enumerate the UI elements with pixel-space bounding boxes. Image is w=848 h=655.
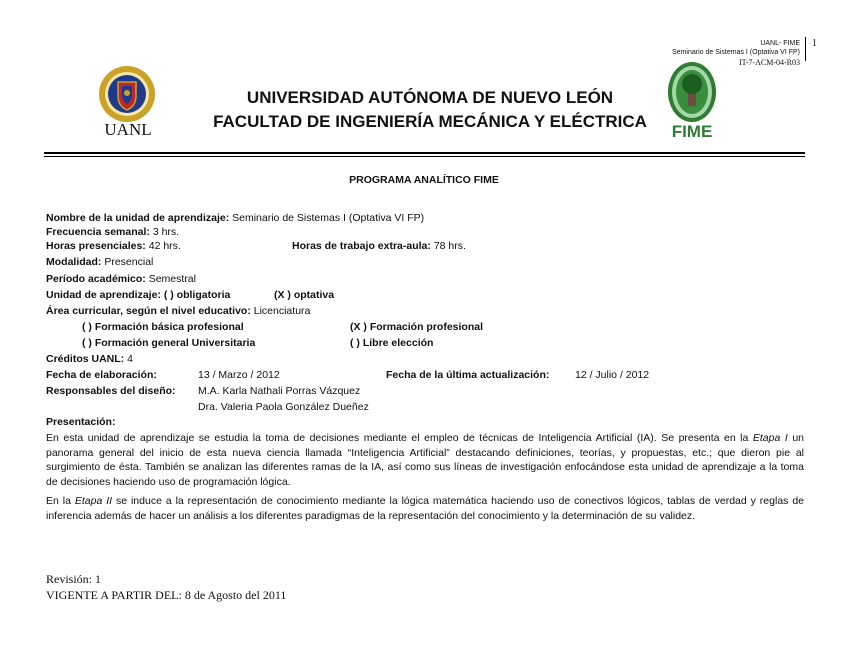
field-horas: Horas presenciales: 42 hrs. (46, 240, 181, 252)
vigente: VIGENTE A PARTIR DEL: 8 de Agosto del 2011 (46, 588, 287, 602)
header-rule (44, 152, 805, 154)
presentacion-paragraph-1: En esta unidad de aprendizaje se estudia la toma de decisiones mediante el empleo de técnicas de Inteligencia Artificial (IA). Se presenta en la Etapa I un panorama general del inicio de esta nueva ciencia llamada “Inteligencia Artificial” destacando definiciones, teorías, y propuestas, etc.; que dieron pie al surgimiento de ésta. También se analizan las diferentes ramas de la IA, así como sus líneas de investigación enfocándose esta unidad de aprendizaje a la toma de decisiones haciendo uso de programación lógica. (46, 432, 804, 488)
header-code-line3: IT-7-ACM-04-R03 (738, 58, 800, 67)
value-actualizacion: 12 / Julio / 2012 (575, 369, 650, 381)
option-formacion-profesional: (X ) Formación profesional (350, 321, 484, 333)
header-code-line1: UANL- FIME (760, 40, 800, 47)
presentacion-heading: Presentación: (46, 416, 116, 428)
uanl-seal-icon (97, 64, 157, 124)
field-extra-aula: Horas de trabajo extra-aula: 78 hrs. (292, 240, 466, 252)
page-number: 1 (812, 38, 817, 49)
value-elaboracion: 13 / Marzo / 2012 (198, 369, 280, 381)
uanl-logo-text: UANL (104, 120, 152, 139)
presentacion-paragraph-2: En la Etapa II se induce a la representación de conocimiento mediante la lógica matemática haciendo uso de conectivos lógicos, tablas de verdad y reglas de inferencia además de hacer un análisis a los diferentes paradigmas de la representación del conocimiento y la determinación de su validez. (46, 495, 805, 522)
field-area: Área curricular, según el nivel educativo: Licenciatura (46, 305, 311, 317)
faculty-title: FACULTAD DE INGENIERÍA MECÁNICA Y ELÉCTRICA (213, 112, 647, 131)
revision: Revisión: 1 (46, 572, 102, 586)
label-responsables: Responsables del diseño: (46, 385, 176, 397)
header-code-line2: Seminario de Sistemas I (Optativa VI FP) (672, 49, 800, 56)
field-creditos: Créditos UANL: 4 (46, 353, 133, 365)
header-separator (805, 37, 806, 61)
document-title: PROGRAMA ANALÍTICO FIME (349, 174, 499, 186)
fime-logo-text: FIME (671, 122, 713, 141)
field-unidad: Nombre de la unidad de aprendizaje: Seminario de Sistemas I (Optativa VI FP) (46, 212, 425, 224)
field-modalidad: Modalidad: Presencial (46, 256, 154, 268)
field-periodo: Período académico: Semestral (46, 273, 196, 285)
option-formacion-general: ( ) Formación general Universitaria (82, 337, 256, 349)
label-elaboracion: Fecha de elaboración: (46, 369, 157, 381)
label-actualizacion: Fecha de la última actualización: (386, 369, 550, 381)
university-title: UNIVERSIDAD AUTÓNOMA DE NUEVO LEÓN (246, 88, 614, 107)
fime-seal-icon (666, 60, 718, 124)
responsable-2: Dra. Valeria Paola González Dueñez (198, 401, 369, 413)
option-optativa: (X ) optativa (274, 289, 335, 301)
field-unidad-tipo: Unidad de aprendizaje: ( ) obligatoria (46, 289, 231, 301)
option-formacion-basica: ( ) Formación básica profesional (82, 321, 244, 333)
option-libre-eleccion: ( ) Libre elección (350, 337, 434, 349)
field-frecuencia: Frecuencia semanal: 3 hrs. (46, 226, 180, 238)
responsable-1: M.A. Karla Nathali Porras Vázquez (198, 385, 361, 397)
header-rule-thin (44, 156, 805, 157)
